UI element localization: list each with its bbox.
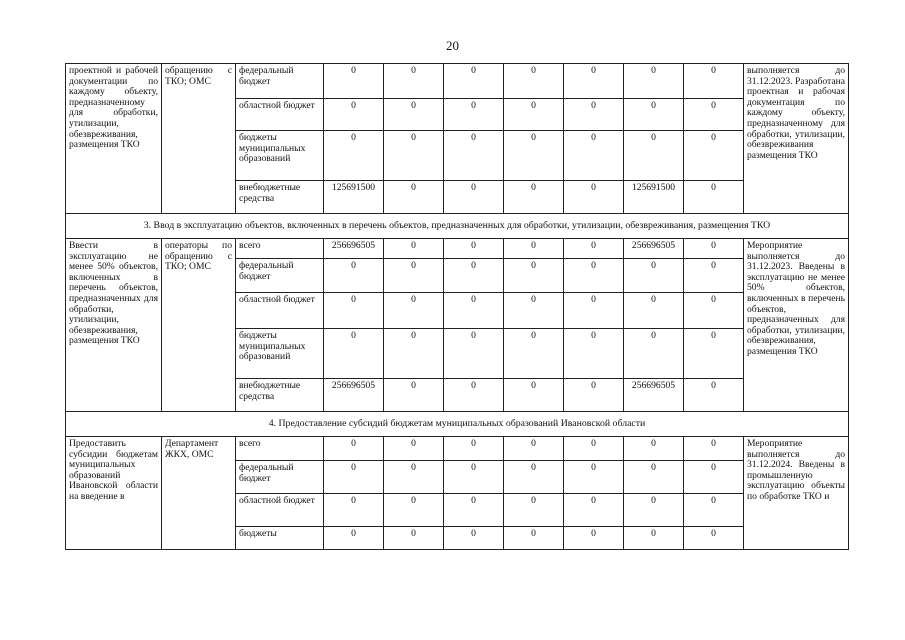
amount-cell: 0 — [384, 99, 444, 131]
amount-cell: 0 — [444, 64, 504, 99]
program-table — [65, 63, 849, 550]
amount-cell: 0 — [504, 329, 564, 379]
amount-cell: 0 — [684, 259, 744, 293]
amount-cell: 0 — [564, 259, 624, 293]
result-cell: выполняется до 31.12.2023. Разработана проектная и рабочая документация по каждому объекту, предназначенному для обработки, утилизации, обезвреживания размещения ТКО — [744, 64, 849, 214]
amount-cell: 0 — [684, 494, 744, 527]
section-title: 3. Ввод в эксплуатацию объектов, включенных в перечень объектов, предназначенных для обработки, утилизации, обезвреживания, размещения ТКО — [66, 214, 849, 239]
section-row — [66, 412, 849, 437]
amount-cell: 0 — [624, 64, 684, 99]
amount-cell: 256696505 — [324, 379, 384, 412]
funding-source-cell: бюджеты — [236, 527, 324, 550]
funding-source-cell: всего — [236, 239, 324, 259]
amount-cell: 256696505 — [624, 239, 684, 259]
amount-cell: 0 — [444, 379, 504, 412]
amount-cell: 0 — [564, 293, 624, 329]
measure-cell: Ввести в эксплуатацию не менее 50% объектов, включенных в перечень объектов, предназначенных для обработки, утилизации, обезвреживания, размещения ТКО — [66, 239, 162, 412]
amount-cell: 0 — [384, 527, 444, 550]
amount-cell: 0 — [564, 329, 624, 379]
amount-cell: 0 — [444, 293, 504, 329]
measure-cell: Предоставить субсидии бюджетам муниципальных образований Ивановской области на введение в — [66, 437, 162, 550]
amount-cell: 0 — [684, 239, 744, 259]
amount-cell: 125691500 — [324, 181, 384, 214]
amount-cell: 0 — [624, 437, 684, 461]
amount-cell: 0 — [384, 329, 444, 379]
amount-cell: 0 — [324, 329, 384, 379]
amount-cell: 0 — [324, 293, 384, 329]
amount-cell: 0 — [504, 131, 564, 181]
executor-cell: обращению с ТКО; ОМС — [162, 64, 236, 214]
amount-cell: 256696505 — [624, 379, 684, 412]
executor-cell: операторы по обращению с ТКО; ОМС — [162, 239, 236, 412]
amount-cell: 0 — [684, 329, 744, 379]
amount-cell: 0 — [384, 64, 444, 99]
amount-cell: 0 — [684, 437, 744, 461]
amount-cell: 0 — [684, 293, 744, 329]
funding-source-cell: всего — [236, 437, 324, 461]
amount-cell: 0 — [564, 181, 624, 214]
amount-cell: 0 — [444, 239, 504, 259]
amount-cell: 0 — [624, 293, 684, 329]
amount-cell: 0 — [444, 99, 504, 131]
amount-cell: 0 — [444, 527, 504, 550]
amount-cell: 0 — [324, 99, 384, 131]
result-cell: Мероприятие выполняется до 31.12.2023. Введены в эксплуатацию не менее 50% объектов, включенных в перечень объектов, предназначенных для обработки, утилизации, обезвреживания, размещения ТКО — [744, 239, 849, 412]
amount-cell: 0 — [564, 99, 624, 131]
funding-source-cell: областной бюджет — [236, 99, 324, 131]
amount-cell: 0 — [504, 293, 564, 329]
amount-cell: 0 — [504, 259, 564, 293]
amount-cell: 0 — [684, 181, 744, 214]
amount-cell: 0 — [324, 437, 384, 461]
amount-cell: 0 — [624, 131, 684, 181]
amount-cell: 0 — [444, 181, 504, 214]
amount-cell: 0 — [384, 437, 444, 461]
amount-cell: 0 — [324, 64, 384, 99]
funding-source-cell: федеральный бюджет — [236, 461, 324, 494]
amount-cell: 0 — [564, 527, 624, 550]
amount-cell: 0 — [504, 494, 564, 527]
result-cell: Мероприятие выполняется до 31.12.2024. Введены в промышленную эксплуатацию объекты по обработке ТКО и — [744, 437, 849, 550]
amount-cell: 0 — [684, 527, 744, 550]
amount-cell: 0 — [384, 131, 444, 181]
amount-cell: 0 — [624, 329, 684, 379]
amount-cell: 0 — [504, 437, 564, 461]
amount-cell: 125691500 — [624, 181, 684, 214]
amount-cell: 0 — [444, 437, 504, 461]
amount-cell: 0 — [624, 99, 684, 131]
amount-cell: 0 — [384, 259, 444, 293]
amount-cell: 0 — [624, 259, 684, 293]
table-body — [66, 64, 849, 550]
amount-cell: 0 — [564, 64, 624, 99]
amount-cell: 0 — [324, 259, 384, 293]
amount-cell: 0 — [564, 379, 624, 412]
amount-cell: 0 — [444, 461, 504, 494]
amount-cell: 0 — [684, 461, 744, 494]
amount-cell: 0 — [564, 437, 624, 461]
amount-cell: 0 — [324, 527, 384, 550]
amount-cell: 0 — [444, 131, 504, 181]
amount-cell: 0 — [564, 131, 624, 181]
amount-cell: 0 — [564, 461, 624, 494]
amount-cell: 0 — [384, 461, 444, 494]
amount-cell: 0 — [504, 527, 564, 550]
section-row — [66, 214, 849, 239]
amount-cell: 0 — [504, 64, 564, 99]
page-number: 20 — [446, 38, 459, 53]
amount-cell: 0 — [624, 527, 684, 550]
executor-cell: Департамент ЖКХ, ОМС — [162, 437, 236, 550]
amount-cell: 0 — [624, 494, 684, 527]
amount-cell: 256696505 — [324, 239, 384, 259]
table-row — [66, 239, 849, 259]
amount-cell: 0 — [684, 131, 744, 181]
funding-source-cell: областной бюджет — [236, 293, 324, 329]
amount-cell: 0 — [504, 99, 564, 131]
amount-cell: 0 — [504, 461, 564, 494]
funding-source-cell: бюджеты муниципальных образований — [236, 329, 324, 379]
measure-cell: проектной и рабочей документации по каждому объекту, предназначенному для обработки, утилизации, обезвреживания, размещения ТКО — [66, 64, 162, 214]
amount-cell: 0 — [384, 494, 444, 527]
funding-source-cell: федеральный бюджет — [236, 259, 324, 293]
amount-cell: 0 — [324, 461, 384, 494]
funding-source-cell: внебюджетные средства — [236, 181, 324, 214]
amount-cell: 0 — [444, 329, 504, 379]
funding-source-cell: федеральный бюджет — [236, 64, 324, 99]
amount-cell: 0 — [624, 461, 684, 494]
amount-cell: 0 — [564, 494, 624, 527]
amount-cell: 0 — [384, 239, 444, 259]
amount-cell: 0 — [504, 379, 564, 412]
funding-source-cell: бюджеты муниципальных образований — [236, 131, 324, 181]
section-title: 4. Предоставление субсидий бюджетам муниципальных образований Ивановской области — [66, 412, 849, 437]
funding-source-cell: внебюджетные средства — [236, 379, 324, 412]
amount-cell: 0 — [564, 239, 624, 259]
table-row — [66, 64, 849, 99]
funding-source-cell: областной бюджет — [236, 494, 324, 527]
table-row — [66, 437, 849, 461]
amount-cell: 0 — [384, 379, 444, 412]
amount-cell: 0 — [324, 131, 384, 181]
amount-cell: 0 — [684, 99, 744, 131]
amount-cell: 0 — [444, 494, 504, 527]
amount-cell: 0 — [684, 379, 744, 412]
amount-cell: 0 — [384, 293, 444, 329]
amount-cell: 0 — [504, 239, 564, 259]
amount-cell: 0 — [444, 259, 504, 293]
amount-cell: 0 — [684, 64, 744, 99]
amount-cell: 0 — [504, 181, 564, 214]
amount-cell: 0 — [324, 494, 384, 527]
amount-cell: 0 — [384, 181, 444, 214]
